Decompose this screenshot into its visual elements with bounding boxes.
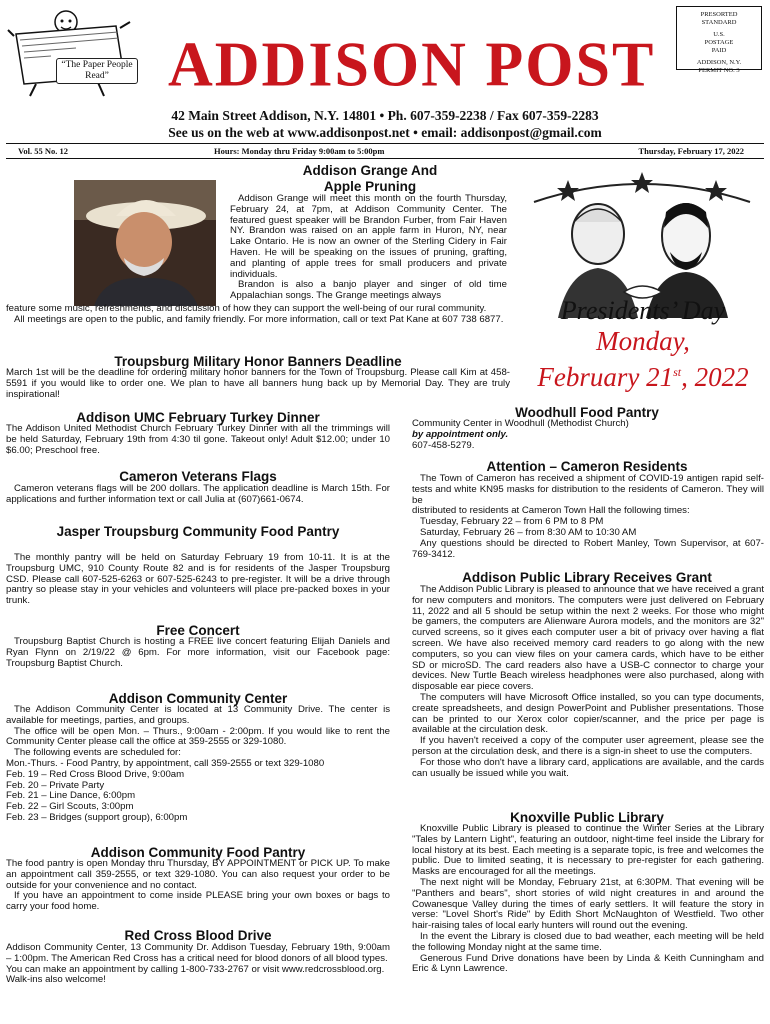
- event-item: Feb. 21 – Line Dance, 6:00pm: [6, 790, 136, 802]
- attention-time: Tuesday, February 22 – from 6 PM to 8 PM: [420, 516, 604, 528]
- troupsburg-headline: Troupsburg Military Honor Banners Deadline: [114, 354, 402, 369]
- grange-paragraph: Brandon is also a banjo player and singer of old time Appalachian songs. The Grange meetings always: [230, 279, 507, 302]
- woodhull-line: Community Center in Woodhull (Methodist Church): [412, 418, 629, 429]
- community-center-body: [6, 705, 390, 824]
- presidents-day-notice: [520, 296, 766, 393]
- permit-line: ADDISON, N.Y.: [696, 59, 742, 66]
- postage-permit-box: [676, 6, 762, 74]
- knoxville-headline: Knoxville Public Library: [510, 810, 664, 825]
- food-pantry-paragraph: The food pantry is open Monday thru Thursday, BY APPOINTMENT or PICK UP. To make an appointment call 359-2555, or text 329-1080. You can also request your order to be outside for your convenience and no contact.: [6, 858, 390, 891]
- attention-paragraph: distributed to residents at Cameron Town Hall the following times:: [412, 505, 690, 517]
- presidents-day-weekday: Monday,: [596, 326, 690, 356]
- food-pantry-body: [6, 859, 390, 913]
- cameron-flags-paragraph: Cameron veterans flags will be 200 dollars. The application deadline is March 15th. For applications and further information text or call Julia at (607)661-0674.: [6, 483, 390, 505]
- event-item: Feb. 20 – Private Party: [6, 779, 105, 791]
- attention-body: [412, 474, 764, 560]
- community-center-paragraph: The office will be open Mon. – Thurs., 9:00am - 2:00pm. If you would like to rent the Community Center please call the office at 359-2555 or 329-1080.: [6, 725, 390, 748]
- date-suffix: st: [673, 365, 682, 379]
- attention-headline: Attention – Cameron Residents: [486, 459, 688, 474]
- library-grant-body: [412, 585, 764, 779]
- web-line: See us on the web at www.addisonpost.net • email: addisonpost@gmail.com: [168, 125, 602, 140]
- event-item: Feb. 22 – Girl Scouts, 3:00pm: [6, 801, 134, 813]
- grange-headline-1: Addison Grange And: [302, 163, 438, 178]
- event-item: Feb. 23 – Bridges (support group), 6:00pm: [6, 811, 188, 823]
- masthead-title: ADDISON POST: [168, 30, 656, 100]
- troupsburg-body: [6, 368, 510, 400]
- food-pantry-paragraph: If you have an appointment to come inside PLEASE bring your own boxes or bags to carry your food home.: [6, 890, 390, 913]
- library-grant-headline: Addison Public Library Receives Grant: [462, 570, 712, 585]
- knoxville-body: [412, 824, 764, 975]
- divider: [6, 158, 764, 159]
- food-pantry-headline: Addison Community Food Pantry: [90, 845, 306, 860]
- office-hours: Hours: Monday thru Friday 9:00am to 5:00pm: [214, 146, 385, 156]
- speaker-photo: [74, 180, 216, 306]
- library-grant-paragraph: For those who don't have a library card, applications are available, and the cards can usually be issued while you wait.: [412, 756, 764, 779]
- grange-paragraph: All meetings are open to the public, and family friendly. For more information, call or text Pat Kane at 607 738 6877.: [14, 313, 504, 325]
- divider: [6, 143, 764, 144]
- library-grant-paragraph: The computers will have Microsoft Office installed, so you can type documents, create spreadsheets, and design PowerPoint and Publisher presentations. Those can be printed to our Xerox color copier/scanner, and the price per page is available at the circulation desk.: [412, 691, 764, 736]
- grange-headline-2: Apple Pruning: [323, 179, 417, 194]
- jasper-body: [6, 553, 390, 607]
- community-center-headline: Addison Community Center: [108, 691, 288, 706]
- newspaper-reader-illustration: [6, 6, 136, 98]
- umc-headline: Addison UMC February Turkey Dinner: [76, 410, 320, 425]
- knoxville-paragraph: The next night will be Monday, February 21st, at 6:30PM. That evening will be "Panthers and bears", short stories of wild night creatures in and around the Cowanesque Valley during the times of early settlers. It will feature the story in verse: "Lovel Short's Ride" by Edith Short McNaughton of Westfield. Two other hair-raising tales of local early hunters will round out the evening.: [412, 876, 764, 932]
- issue-info-bar: [6, 146, 764, 157]
- grange-body-full: [6, 304, 510, 326]
- address-line: 42 Main Street Addison, N.Y. 14801 • Ph. 607-359-2238 / Fax 607-359-2283: [171, 108, 599, 123]
- permit-line: PRESORTED: [700, 11, 738, 18]
- knoxville-paragraph: Knoxville Public Library is pleased to continue the Winter Series at the Library "Tales by Lantern Light", featuring an outdoor, night-time feel inside the Library for local history at its best. Each meeting is a separate topic, is free and welcomes the public. Due to limited seating, it is necessary to pre-register for each gathering. Masks are encouraged for all the meetings.: [412, 823, 764, 878]
- woodhull-headline: Woodhull Food Pantry: [515, 405, 659, 420]
- grange-paragraph: feature some music, refreshments, and discussion of how they can support the well-being of our rural community.: [6, 303, 487, 314]
- knoxville-paragraph: In the event the Library is closed due to bad weather, each meeting will be held the following Monday night at the same time.: [412, 930, 764, 953]
- jasper-paragraph: The monthly pantry will be held on Saturday February 19 from 10-11. It is at the Troupsburg UMC, 910 County Route 82 and is for residents of the Jasper Troupsburg CSD. Please call 607-525-6263 or 607-525-6243 to pre-register. It will be a drive through pantry so please stay in your vehicles and volunteers will place pre-packed boxes in your trunk.: [6, 552, 390, 607]
- umc-paragraph: The Addison United Methodist Church February Turkey Dinner with all the trimmings will be held Saturday, February 19th from 4:30 til gone. Takeout only! Adult $12.00; under 10 $6.00; Preschool free.: [6, 423, 390, 456]
- umc-body: [6, 424, 390, 456]
- event-item: Mon.-Thurs. - Food Pantry, by appointment, call 359-2555 or text 329-1080: [6, 757, 325, 769]
- woodhull-line: 607-458-5279.: [412, 439, 475, 451]
- attention-paragraph: Any questions should be directed to Robert Manley, Town Supervisor, at 607-769-3412.: [412, 537, 764, 560]
- permit-line: PAID: [711, 47, 727, 54]
- troupsburg-paragraph: March 1st will be the deadline for ordering military honor banners for the Town of Troupsburg. Please call Kim at 458-5591 if you would like to order one. We plan to have all banners hung back up by Memorial Day. They are truly inspirational!: [6, 367, 510, 400]
- presidents-day-title: Presidents’ Day: [560, 296, 726, 325]
- red-cross-headline: Red Cross Blood Drive: [124, 928, 272, 943]
- volume-number: Vol. 55 No. 12: [18, 146, 68, 156]
- concert-paragraph: Troupsburg Baptist Church is hosting a FREE live concert featuring Elijah Daniels and Ryan Flynn on 2/19/22 @ 6pm. For more information, visit our Facebook page: Troupsburg Baptist Church.: [6, 636, 390, 669]
- attention-time: Saturday, February 26 – from 8:30 AM to 10:30 AM: [420, 526, 637, 538]
- attention-paragraph: The Town of Cameron has received a shipment of COVID-19 antigen rapid self-tests and white KN95 masks for distribution to the residents of Cameron. They will be: [412, 473, 764, 506]
- red-cross-paragraph: You can make an appointment by calling 1-800-733-2767 or visit www.redcrossblood.org. Walk-ins also welcome!: [6, 963, 385, 986]
- red-cross-paragraph: Addison Community Center, 13 Community Dr. Addison Tuesday, February 19th, 9:00am – 1:00pm. The American Red Cross has a critical need for blood donors of all blood types.: [6, 942, 390, 964]
- woodhull-body: [412, 419, 764, 451]
- tagline: “The Paper People Read”: [56, 58, 138, 84]
- grange-body-wrap: [230, 194, 507, 302]
- presidents-day-date: [520, 357, 766, 393]
- community-center-paragraph: The Addison Community Center is located at 13 Community Drive. The center is available for meetings, parties, and groups.: [6, 704, 390, 726]
- permit-line: U.S.: [713, 31, 725, 38]
- permit-line: STANDARD: [701, 19, 737, 26]
- community-center-paragraph: The following events are scheduled for:: [14, 747, 181, 759]
- permit-line: POSTAGE: [704, 39, 734, 46]
- red-cross-body: [6, 943, 390, 986]
- woodhull-line: by appointment only.: [412, 428, 509, 440]
- issue-date: Thursday, February 17, 2022: [638, 146, 744, 156]
- library-grant-paragraph: If you haven't received a copy of the computer user agreement, please see the person at the circulation desk, and there is a sign-in sheet to use the computers.: [412, 735, 764, 757]
- event-item: Feb. 19 – Red Cross Blood Drive, 9:00am: [6, 768, 185, 780]
- permit-line: PERMIT NO. 3: [698, 67, 740, 74]
- cameron-flags-headline: Cameron Veterans Flags: [119, 469, 277, 484]
- jasper-headline: Jasper Troupsburg Community Food Pantry: [56, 524, 340, 539]
- knoxville-paragraph: Generous Fund Drive donations have been by Linda & Keith Cunningham and Eric & Lynn Lawrence.: [412, 952, 764, 975]
- date-month: February 21: [537, 362, 674, 392]
- concert-body: [6, 637, 390, 669]
- cameron-flags-body: [6, 484, 390, 506]
- grange-paragraph: Addison Grange will meet this month on the fourth Thursday, February 24, at 7pm, at Addison Community Center. The featured guest speaker will be Brandon Furber, from Fair Haven NY. Brandon was raised on an apple farm in Huron, NY, near Lake Ontario. He is now an owner of the Sterling Cidery in Fair Haven. He will be speaking on the issues of pruning, grafting, and planting of apple trees for small producers and private individuals.: [230, 193, 507, 280]
- concert-headline: Free Concert: [156, 623, 240, 638]
- library-grant-paragraph: The Addison Public Library is pleased to announce that we have received a grant for new computers and monitors. The computers were just delivered on February 11, 2022 and all 5 should be setup within the next 2 weeks. For those who might be gamers, the computers are Alienware Aurora models, and the monitors are 32" curved screens, so it gives each computer user a bit of privacy over having a flat screen. We have also received memory card readers to go along with the new computers, so you can view files on your camera cards, which have to be either SD or microSD. The card readers also have a USB-C connector to charge your devices. New Turtle Beach wireless headphones were also purchased, along with disposable ear piece covers.: [412, 584, 764, 693]
- date-year: , 2022: [681, 362, 749, 392]
